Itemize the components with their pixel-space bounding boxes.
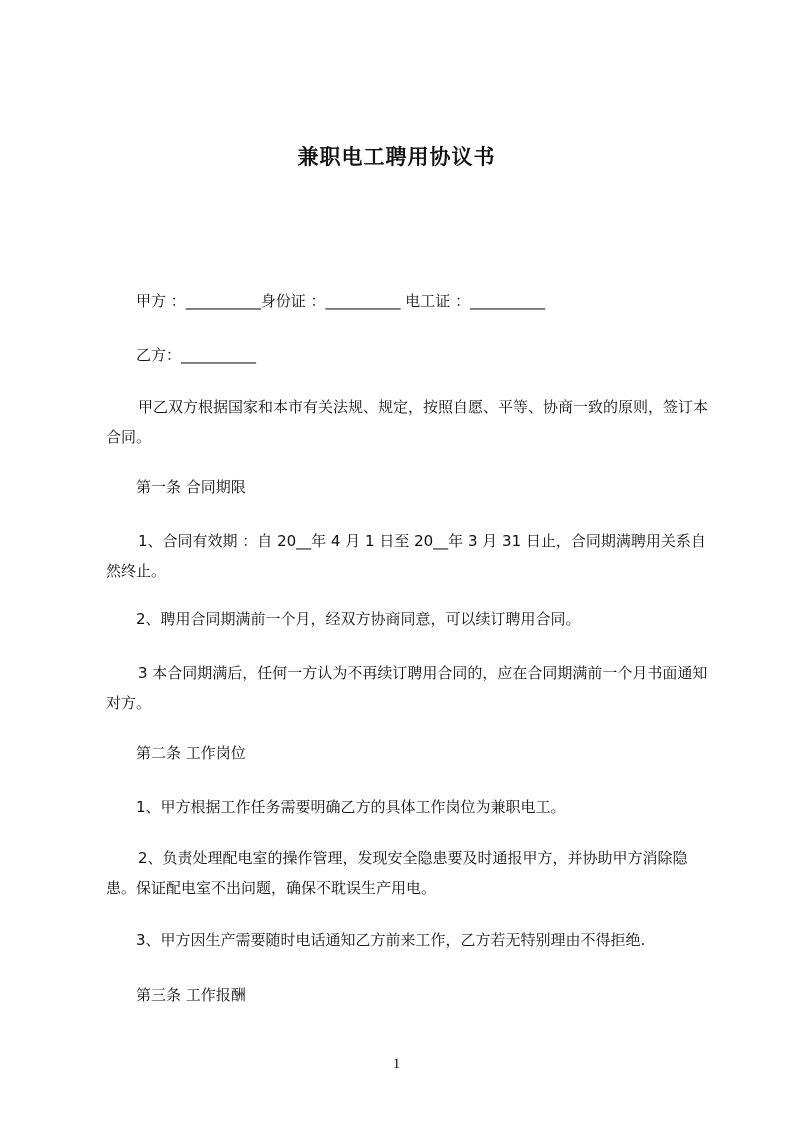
page-number: 1	[392, 1056, 401, 1072]
document-title: 兼职电工聘用协议书	[297, 145, 496, 169]
section-2-heading: 第二条 工作岗位	[136, 744, 246, 762]
section-1-heading: 第一条 合同期限	[136, 478, 246, 496]
section-1-item-1: 1、合同有效期 ：自 20__年 4 月 1 日至 20__年 3 月 31 日止，合同期满聘用关系自然终止。	[106, 532, 706, 580]
section-2-item-1: 1、甲方根据工作任务需要明确乙方的具体工作岗位为兼职电工。	[136, 798, 566, 816]
party-a-line: 甲方 ：__________身份证 ：__________ 电工证 ：__________	[136, 292, 546, 310]
section-3-heading: 第三条 工作报酬	[136, 986, 246, 1004]
section-1-item-2: 2、聘用合同期满前一个月，经双方协商同意，可以续订聘用合同。	[136, 610, 581, 628]
section-1-item-3: 3 本合同期满后，任何一方认为不再续订聘用合同的，应在合同期满前一个月书面通知对方。	[106, 664, 708, 712]
party-b-line: 乙方：__________	[136, 346, 257, 364]
intro-paragraph: 甲乙双方根据国家和本市有关法规、规定，按照自愿、平等、协商一致的原则，签订本合同。	[106, 398, 709, 446]
section-2-item-2: 2、负责处理配电室的操作管理，发现安全隐患要及时通报甲方，并协助甲方消除隐患。保证配电室不出问题，确保不耽误生产用电。	[106, 849, 688, 897]
section-2-item-3: 3、甲方因生产需要随时电话通知乙方前来工作，乙方若无特别理由不得拒绝.	[136, 931, 646, 949]
